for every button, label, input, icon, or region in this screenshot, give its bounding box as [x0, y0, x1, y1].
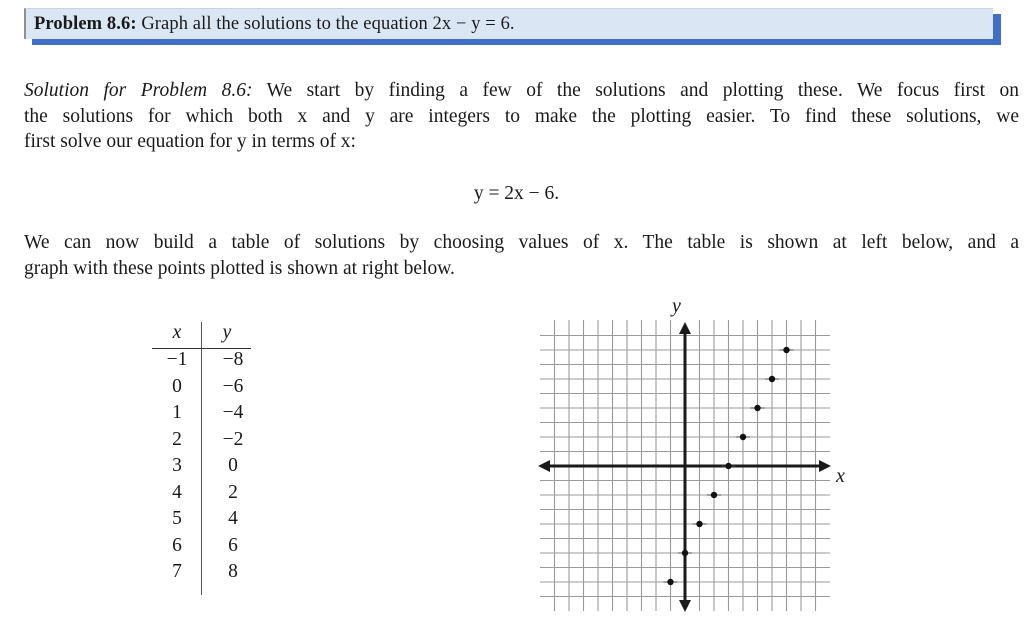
- table-cell-x: 3: [172, 455, 182, 476]
- table-cell-x: 1: [172, 402, 182, 423]
- data-point: [725, 463, 731, 469]
- table-cell-y: −6: [222, 375, 244, 397]
- data-point: [754, 405, 760, 411]
- table-cell-x: 6: [172, 534, 182, 556]
- table-cell-y: −4: [222, 402, 244, 423]
- table-cell-x: 2: [172, 428, 182, 450]
- table-cell-y: 4: [228, 508, 238, 529]
- table-cell-y: −2: [222, 428, 244, 450]
- data-point: [769, 376, 775, 382]
- table-cell-y: 0: [228, 455, 238, 476]
- solution-line-2: the solutions for which both x and y are integers to make the plotting easier. To find these solutions, we: [24, 105, 1019, 127]
- intro-line-1: We can now build a table of solutions by choosing values of x. The table is shown at left below, and a: [24, 232, 1019, 253]
- problem-equation: 2x − y = 6.: [432, 14, 515, 34]
- table-header-y: y: [222, 322, 232, 343]
- intro-line-2: graph with these points plotted is shown at right below.: [24, 257, 455, 279]
- data-point: [740, 434, 746, 440]
- table-cell-x: 4: [172, 481, 182, 503]
- x-axis-right-arrow-icon: [819, 460, 831, 472]
- data-point: [667, 579, 673, 585]
- solved-equation: y = 2x − 6.: [473, 183, 560, 204]
- table-cell-y: 6: [228, 534, 238, 556]
- table-cell-x: −1: [166, 349, 188, 370]
- table-cell-y: 8: [228, 561, 238, 582]
- table-cell-x: 5: [172, 508, 182, 529]
- solution-line-1: Solution for Problem 8.6: We start by finding a few of the solutions and plotting these. We focus first on: [24, 80, 1020, 101]
- problem-text: Graph all the solutions to the equation: [141, 14, 433, 34]
- y-axis-up-arrow-icon: [679, 322, 691, 334]
- table-cell-x: 7: [172, 561, 182, 582]
- table-cell-y: 2: [228, 481, 238, 503]
- solution-label: Solution for Problem 8.6:: [24, 80, 253, 101]
- data-point: [682, 550, 688, 556]
- data-point: [783, 347, 789, 353]
- table-cell-x: 0: [172, 375, 182, 397]
- data-point: [711, 492, 717, 498]
- data-point: [696, 521, 702, 527]
- table-header-x: x: [172, 322, 182, 343]
- solution-line-3: first solve our equation for y in terms of x:: [24, 131, 356, 152]
- table-cell-y: −8: [222, 349, 244, 370]
- y-axis-label: y: [672, 295, 681, 317]
- problem-label: Problem 8.6:: [34, 14, 137, 34]
- x-axis-left-arrow-icon: [538, 460, 550, 472]
- x-axis-label: x: [836, 465, 845, 487]
- y-axis-down-arrow-icon: [679, 600, 691, 612]
